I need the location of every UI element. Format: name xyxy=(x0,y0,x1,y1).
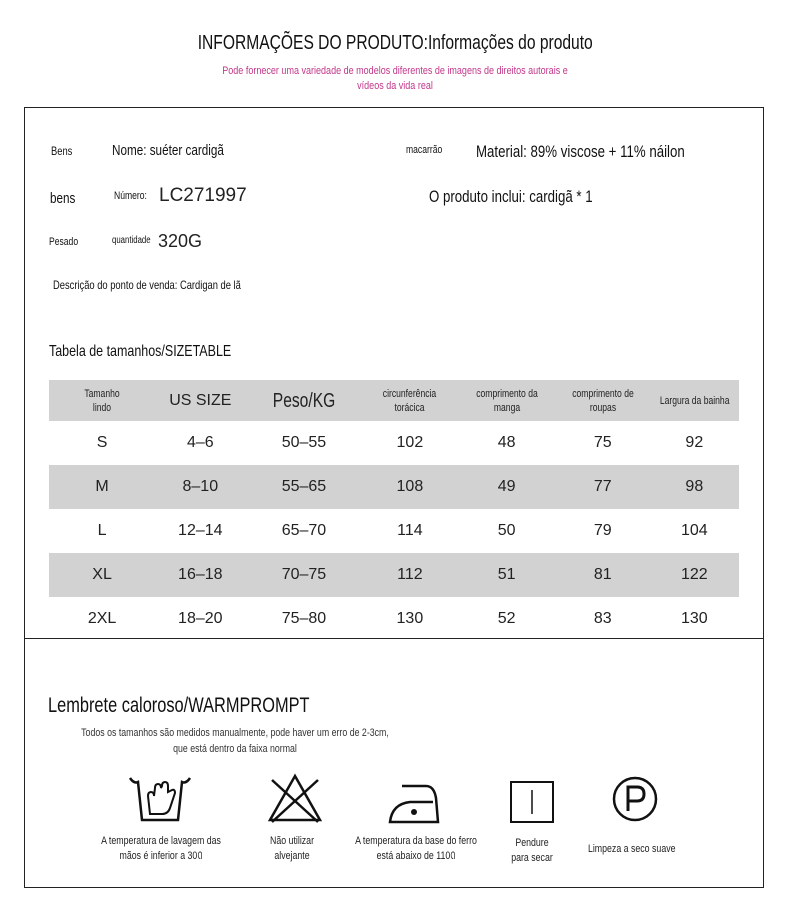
table-cell: 70–75 xyxy=(246,553,363,597)
table-cell: 92 xyxy=(685,434,704,451)
table-row xyxy=(49,509,739,553)
header-roupas: comprimento de roupas xyxy=(556,380,650,421)
table-cell: 77 xyxy=(556,465,650,509)
page-title: INFORMAÇÕES DO PRODUTO:Informações do produto xyxy=(197,32,593,54)
table-cell: 16–18 xyxy=(155,553,245,597)
table-cell: XL xyxy=(49,553,155,597)
table-cell: 75–80 xyxy=(281,610,327,627)
header-bainha: Largura da bainha xyxy=(650,380,739,421)
table-cell: 65–70 xyxy=(281,522,327,539)
bens-label: Bens xyxy=(51,144,73,158)
table-cell: 102 xyxy=(396,434,424,451)
table-cell: 104 xyxy=(680,522,708,539)
product-includes: O produto inclui: cardigã * 1 xyxy=(429,187,593,206)
header-us-size: US SIZE xyxy=(155,380,245,421)
table-cell: 112 xyxy=(362,553,457,597)
care-label-no-bleach: Não utilizar alvejante xyxy=(269,835,315,862)
size-table-header-row xyxy=(49,380,739,421)
table-cell: 12–14 xyxy=(178,522,223,539)
product-description: Descrição do ponto de venda: Cardigan de lã xyxy=(53,278,241,292)
warm-prompt-note: Todos os tamanhos são medidos manualmente, pode haver um erro de 2-3cm, que está dentro da faixa normal xyxy=(81,727,389,755)
table-cell: 50 xyxy=(497,522,516,539)
table-cell: M xyxy=(49,465,155,509)
table-cell: 18–20 xyxy=(178,610,223,627)
care-label-dry-clean: Limpeza a seco suave xyxy=(588,843,676,855)
header-manga: comprimento da manga xyxy=(457,380,555,421)
quantidade-value: 320G xyxy=(158,231,203,251)
product-material: Material: 89% viscose + 11% náilon xyxy=(476,142,685,161)
macarrao-label: macarrão xyxy=(406,144,443,156)
table-cell: 114 xyxy=(397,522,423,539)
table-cell: 108 xyxy=(362,465,457,509)
table-row xyxy=(49,421,739,465)
bens2-label: bens xyxy=(50,190,76,207)
no-bleach-icon xyxy=(266,772,324,824)
table-cell: 130 xyxy=(680,610,708,627)
care-label-iron: A temperatura da base do ferro está abaixo de 110ꢡ xyxy=(355,835,477,862)
table-cell: 52 xyxy=(497,610,516,627)
table-cell: 75 xyxy=(593,434,612,451)
product-name: Nome: suéter cardigã xyxy=(112,142,224,159)
header-tamanho: Tamanho lindo xyxy=(49,380,155,421)
hand-wash-icon xyxy=(128,774,192,824)
numero-value: LC271997 xyxy=(159,185,247,206)
table-row xyxy=(49,465,739,509)
table-row xyxy=(49,597,739,641)
warm-prompt-title: Lembrete caloroso/WARMPROMPT xyxy=(48,694,310,717)
table-cell: 51 xyxy=(457,553,555,597)
table-cell: 98 xyxy=(650,465,739,509)
table-cell: 81 xyxy=(556,553,650,597)
header-circunferencia: circunferência torácica xyxy=(362,380,457,421)
table-cell: S xyxy=(96,434,108,451)
dry-clean-icon xyxy=(611,775,659,823)
table-cell: 4–6 xyxy=(186,434,214,451)
iron-icon xyxy=(386,778,442,826)
hang-dry-icon xyxy=(509,780,555,824)
care-label-hand-wash: A temperatura de lavagem das mãos é inferior a 30ꢡ xyxy=(101,835,221,862)
quantidade-label: quantidade xyxy=(112,235,151,246)
table-cell: 8–10 xyxy=(155,465,245,509)
table-cell: 2XL xyxy=(87,610,117,627)
table-cell: 50–55 xyxy=(281,434,327,451)
table-cell: 122 xyxy=(650,553,739,597)
pesado-label: Pesado xyxy=(49,236,79,248)
header-peso: Peso/KG xyxy=(246,380,363,421)
table-cell: 48 xyxy=(497,434,516,451)
table-cell: 130 xyxy=(396,610,424,627)
table-cell: 79 xyxy=(593,522,612,539)
table-cell: L xyxy=(97,522,107,539)
numero-label: Número: xyxy=(114,190,147,202)
page-subtitle: Pode fornecer uma variedade de modelos diferentes de imagens de direitos autorais e vídeos da vida real xyxy=(222,65,568,92)
size-table xyxy=(49,380,739,641)
size-table-title: Tabela de tamanhos/SIZETABLE xyxy=(49,343,232,360)
table-row xyxy=(49,553,739,597)
care-label-hang-dry: Pendure para secar xyxy=(511,837,553,864)
table-cell: 55–65 xyxy=(246,465,363,509)
table-cell: 83 xyxy=(593,610,612,627)
table-cell: 49 xyxy=(457,465,555,509)
